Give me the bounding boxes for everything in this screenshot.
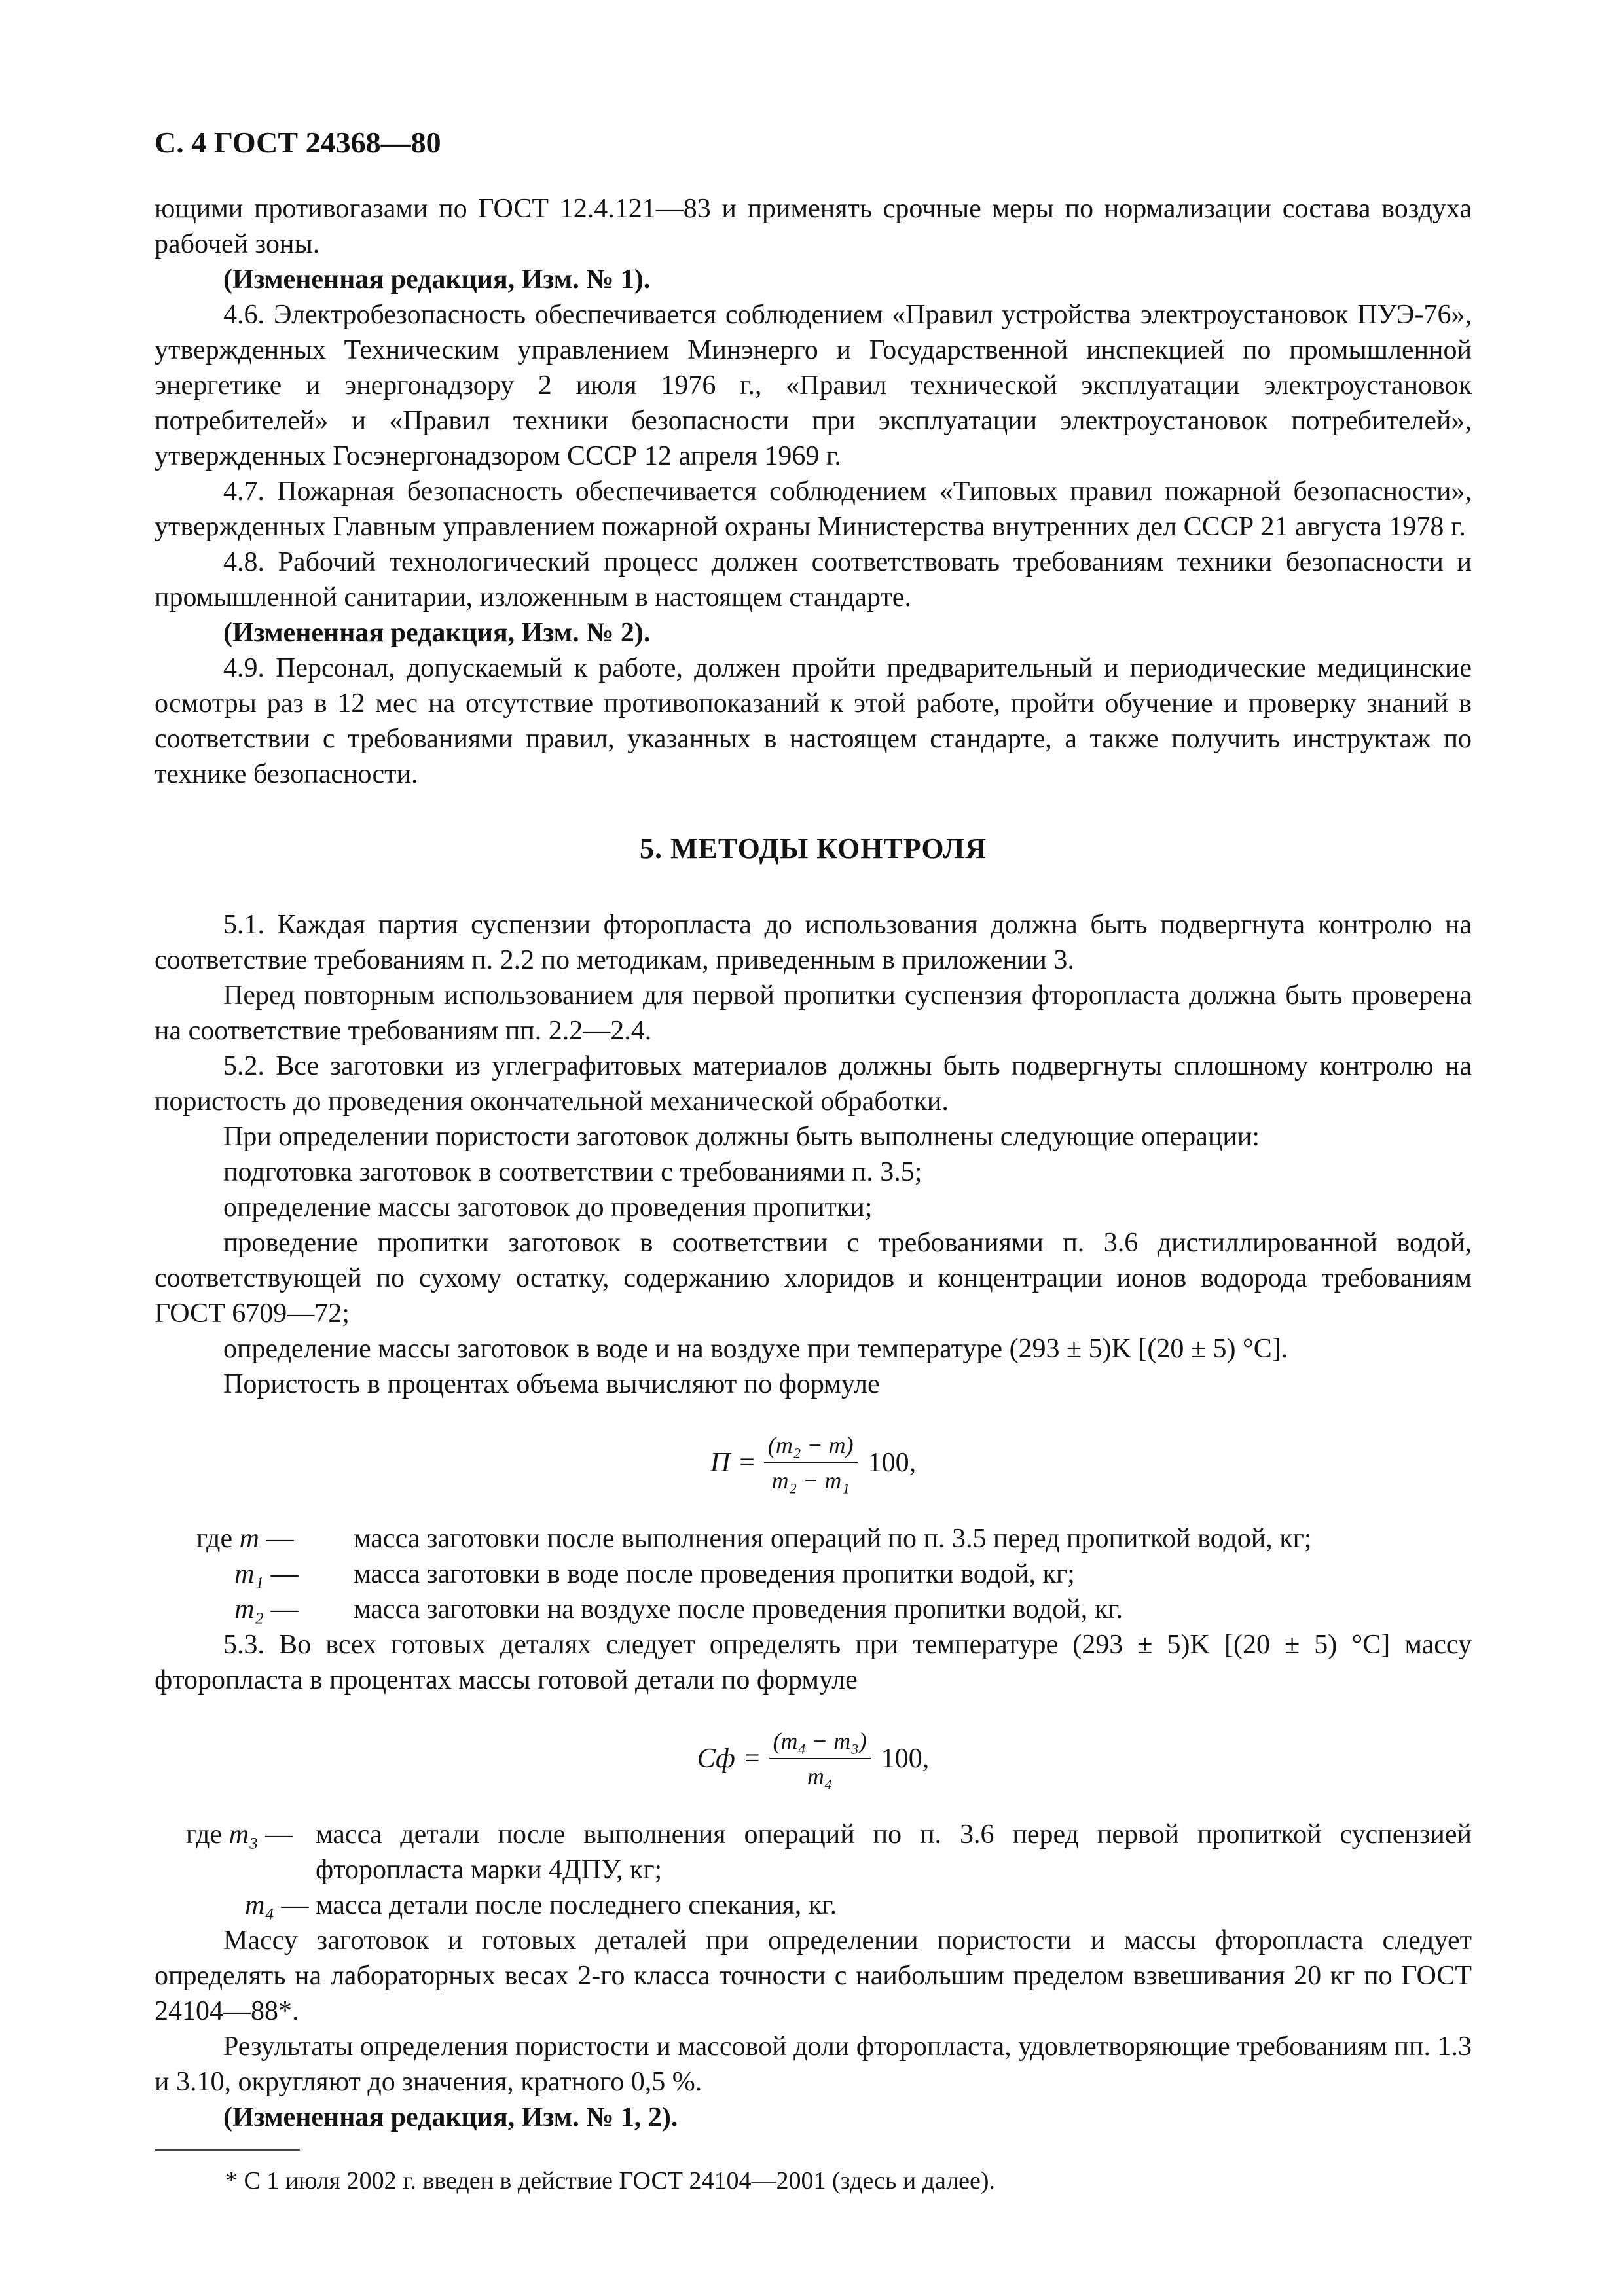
legend-lead: где — [196, 1524, 233, 1554]
legend-dash: — — [270, 1559, 299, 1589]
formula-lhs: П — [710, 1448, 731, 1478]
formula-numerator: (m₄ − m₃) — [769, 1727, 871, 1759]
paragraph: Пористость в процентах объема вычисляют по формуле — [223, 1369, 880, 1399]
amendment-note: (Измененная редакция, Изм. № 1, 2). — [223, 2102, 678, 2132]
list-item: определение массы заготовок до проведения пропитки; — [223, 1193, 873, 1223]
legend-text: масса детали после выполнения операций по п. 3.6 перед первой пропиткой суспензией фторопласта марки 4ДПУ, кг; — [316, 1820, 1472, 1885]
document-page — [155, 124, 1472, 2197]
list-item: определение массы заготовок в воде и на воздухе при температуре (293 ± 5)K [(20 ± 5) °C]. — [223, 1334, 1288, 1364]
formula-legend-row — [155, 1888, 1472, 1923]
formula-lhs: Сф — [697, 1744, 735, 1774]
clause-4-7: 4.7. Пожарная безопасность обеспечивается соблюдением «Типовых правил пожарной безопасности», утвержденных Главным управлением пожарной охраны Министерства внутренних дел СССР 21 августа 1978 г. — [155, 476, 1472, 542]
formula-fraction — [769, 1727, 871, 1791]
formula-equals: = — [744, 1744, 760, 1774]
formula-numerator: (m₂ − m) — [764, 1431, 858, 1463]
clause-4-6: 4.6. Электробезопасность обеспечивается соблюдением «Правил устройства электроустановок ПУЭ-76», утвержденных Техническим управлением Минэнерго и Государственной инспекцией по промышленной энергетике и энергонадзору 2 июля 1976 г., «Правил технической эксплуатации электроустановок потребителей» и «Правил техники безопасности при эксплуатации электроустановок потребителей», утвержденных Госэнергонадзором СССР 12 апреля 1969 г. — [155, 300, 1472, 471]
footnote-divider — [155, 2149, 300, 2151]
legend-text: масса заготовки в воде после проведения пропитки водой, кг; — [354, 1559, 1075, 1589]
clause-5-3: 5.3. Во всех готовых деталях следует определять при температуре (293 ± 5)K [(20 ± 5) °C] массу фторопласта в процентах массы готовой детали по формуле — [155, 1630, 1472, 1695]
legend-symbol: m₃ — [228, 1820, 259, 1850]
formula-tail: 100, — [867, 1448, 917, 1478]
formula-legend-row — [155, 1521, 1472, 1556]
page-header: С. 4 ГОСТ 24368—80 — [155, 126, 441, 159]
porosity-formula — [155, 1431, 1472, 1495]
legend-dash: — — [270, 1594, 299, 1624]
paragraph: При определении пористости заготовок должны быть выполнены следующие операции: — [223, 1122, 1260, 1152]
legend-symbol: m₁ — [234, 1559, 264, 1589]
legend-text: масса заготовки на воздухе после проведения пропитки водой, кг. — [354, 1594, 1123, 1624]
formula-legend-row — [155, 1556, 1472, 1592]
legend-symbol: m — [239, 1524, 259, 1554]
formula-denominator: m₂ − m₁ — [771, 1467, 850, 1494]
formula-equals: = — [739, 1448, 755, 1478]
legend-symbol: m₂ — [234, 1594, 264, 1624]
amendment-note: (Измененная редакция, Изм. № 2). — [223, 618, 651, 648]
fluoroplastic-formula — [155, 1727, 1472, 1791]
legend-dash: — — [281, 1890, 309, 1920]
clause-4-9: 4.9. Персонал, допускаемый к работе, должен пройти предварительный и периодические медицинские осмотры раз в 12 мес на отсутствие противопоказаний к этой работе, пройти обучение и проверку знаний в соответствии с требованиями правил, указанных в настоящем стандарте, а также получить инструктаж по технике безопасности. — [155, 653, 1472, 789]
formula-tail: 100, — [881, 1744, 930, 1774]
legend-dash: — — [265, 1820, 293, 1850]
paragraph: Результаты определения пористости и массовой доли фторопласта, удовлетворяющие требованиям пп. 1.3 и 3.10, округляют до значения, кратного 0,5 %. — [155, 2032, 1472, 2097]
legend-text: масса детали после последнего спекания, кг. — [316, 1890, 837, 1920]
formula-legend-row — [155, 1592, 1472, 1627]
paragraph: Массу заготовок и готовых деталей при определении пористости и массы фторопласта следует определять на лабораторных весах 2-го класса точности с наибольшим пределом взвешивания 20 кг по ГОСТ 24104—88*. — [155, 1926, 1472, 2026]
formula-fraction — [764, 1431, 858, 1495]
formula-denominator: m₄ — [807, 1763, 833, 1789]
legend-text: масса заготовки после выполнения операций по п. 3.5 перед пропиткой водой, кг; — [354, 1524, 1312, 1554]
list-item: подготовка заготовок в соответствии с требованиями п. 3.5; — [223, 1157, 922, 1187]
clause-5-1: 5.1. Каждая партия суспензии фторопласта до использования должна быть подвергнута контролю на соответствие требованиям п. 2.2 по методикам, приведенным в приложении 3. — [155, 910, 1472, 975]
legend-lead: где — [186, 1820, 223, 1850]
legend-symbol: m₄ — [245, 1890, 274, 1920]
clause-4-8: 4.8. Рабочий технологический процесс должен соответствовать требованиям техники безопасности и промышленной санитарии, изложенным в настоящем стандарте. — [155, 547, 1472, 613]
paragraph-continued: ющими противогазами по ГОСТ 12.4.121—83 и применять срочные меры по нормализации состава воздуха рабочей зоны. — [155, 194, 1472, 259]
footnote: * С 1 июля 2002 г. введен в действие ГОСТ 24104—2001 (здесь и далее). — [225, 2167, 996, 2195]
amendment-note: (Измененная редакция, Изм. № 1). — [223, 264, 651, 295]
paragraph: Перед повторным использованием для первой пропитки суспензия фторопласта должна быть проверена на соответствие требованиям пп. 2.2—2.4. — [155, 980, 1472, 1046]
section-title: 5. МЕТОДЫ КОНТРОЛЯ — [640, 833, 987, 865]
clause-5-2: 5.2. Все заготовки из углеграфитовых материалов должны быть подвергнуты сплошному контролю на пористость до проведения окончательной механической обработки. — [155, 1051, 1472, 1117]
legend-dash: — — [266, 1524, 294, 1554]
list-item: проведение пропитки заготовок в соответствии с требованиями п. 3.6 дистиллированной водой, соответствующей по сухому остатку, содержанию хлоридов и концентрации ионов водорода требованиям ГОСТ 6709—72; — [155, 1228, 1472, 1329]
formula-legend-row — [155, 1817, 1472, 1888]
